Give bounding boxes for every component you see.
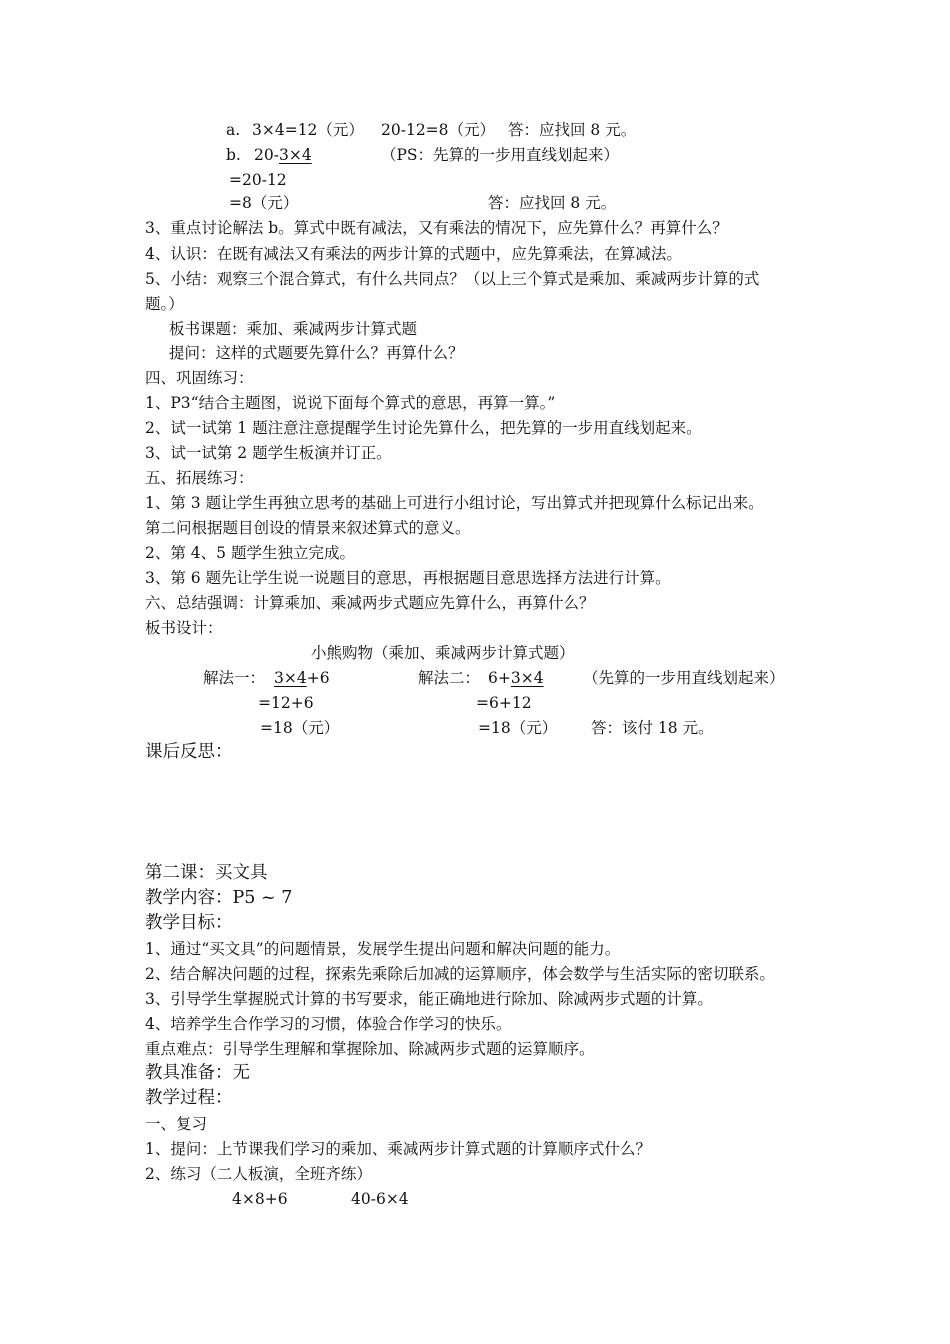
section-6-heading: 六、总结强调：计算乘加、乘减两步式题应先算什么，再算什么？ — [145, 594, 595, 612]
board-method-2-step2: =18（元） — [478, 719, 558, 737]
lesson-2-review-1: 1、提问：上节课我们学习的乘加、乘减两步计算式题的计算顺序式什么？ — [145, 1140, 651, 1158]
board-method-2-expression — [488, 668, 544, 688]
line-3: 3、重点讨论解法 b。算式中既有减法，又有乘法的情况下，应先算什么？再算什么？ — [145, 219, 728, 237]
method-a-calc1: 3×4=12（元） — [252, 121, 364, 139]
lesson-2-process-heading: 教学过程： — [145, 1088, 233, 1108]
method-b-step2: =8（元） — [229, 194, 299, 212]
board-method-2-step1: =6+12 — [476, 694, 532, 712]
board-design-heading: 板书设计： — [145, 619, 223, 637]
section-5-item-1a: 1、第 3 题让学生再独立思考的基础上可进行小组讨论，写出算式并把现算什么标记出来。 — [145, 494, 764, 512]
line-4: 4、认识：在既有减法又有乘法的两步计算的式题中，应先算乘法，在算减法。 — [145, 245, 682, 263]
board-answer: 答：该付 18 元。 — [591, 719, 714, 737]
method-a-calc2: 20-12=8（元） — [381, 121, 496, 139]
lesson-2-goal-1: 1、通过“买文具”的问题情景，发展学生提出问题和解决问题的能力。 — [145, 940, 621, 958]
board-method-1-expression — [274, 668, 330, 688]
line-5b: 题。） — [145, 295, 184, 313]
method-a-answer: 答：应找回 8 元。 — [508, 121, 637, 139]
lesson-2-key-points: 重点难点：引导学生理解和掌握除加、除减两步式题的运算顺序。 — [145, 1040, 595, 1058]
method-b-expression — [254, 145, 312, 165]
board-method-2-note: （先算的一步用直线划起来） — [583, 669, 785, 687]
lesson-2-review-2: 2、练习（二人板演，全班齐练） — [145, 1165, 372, 1183]
board-method-2-underlined: 3×4 — [510, 669, 544, 687]
method-a-label: a. — [226, 121, 241, 139]
lesson-2-goal-3: 3、引导学生掌握脱式计算的书写要求，能正确地进行除加、除减两步式题的计算。 — [145, 990, 713, 1008]
section-4-heading: 四、巩固练习： — [145, 369, 254, 387]
lesson-2-goal-4: 4、培养学生合作学习的习惯，体验合作学习的快乐。 — [145, 1015, 512, 1033]
method-b-step1: =20-12 — [229, 171, 287, 189]
board-title-line: 板书课题：乘加、乘减两步计算式题 — [169, 320, 418, 338]
section-5-item-2: 2、第 4、5 题学生独立完成。 — [145, 544, 355, 562]
section-5-item-1b: 第二问根据题目创设的情景来叙述算式的意义。 — [145, 519, 471, 537]
method-b-label: b. — [226, 146, 241, 164]
method-b-answer: 答：应找回 8 元。 — [488, 194, 617, 212]
question-line: 提问：这样的式题要先算什么？再算什么？ — [169, 344, 464, 362]
reflection-heading: 课后反思： — [145, 742, 233, 762]
board-method-1-step2: =18（元） — [260, 719, 340, 737]
section-4-item-3: 3、试一试第 2 题学生板演并订正。 — [145, 444, 392, 462]
lesson-2-content: 教学内容：P5 ~ 7 — [145, 888, 293, 908]
board-method-1-label: 解法一： — [203, 669, 266, 687]
lesson-2-review-heading: 一、复习 — [145, 1115, 208, 1133]
board-method-1-step1: =12+6 — [258, 694, 314, 712]
board-method-1-rest: +6 — [306, 669, 330, 687]
section-4-item-2: 2、试一试第 1 题注意注意提醒学生讨论先算什么，把先算的一步用直线划起来。 — [145, 419, 702, 437]
method-b-note: （PS：先算的一步用直线划起来） — [381, 146, 620, 164]
section-4-item-1: 1、P3“结合主题图，说说下面每个算式的意思，再算一算。” — [145, 394, 556, 412]
board-method-2-first: 6+ — [488, 669, 511, 687]
method-b-underlined: 3×4 — [278, 146, 312, 164]
section-5-item-3: 3、第 6 题先让学生说一说题目的意思，再根据题目意思选择方法进行计算。 — [145, 569, 671, 587]
board-method-2-label: 解法二： — [418, 669, 481, 687]
lesson-2-goal-2: 2、结合解决问题的过程，探索先乘除后加减的运算顺序，体会数学与生活实际的密切联系。 — [145, 965, 775, 983]
lesson-2-exercise-1: 4×8+6 — [232, 1190, 288, 1208]
lesson-2-exercise-2: 40-6×4 — [351, 1190, 409, 1208]
method-b-first: 20- — [254, 146, 279, 164]
lesson-2-tools: 教具准备：无 — [145, 1063, 250, 1083]
board-method-1-underlined: 3×4 — [274, 669, 307, 687]
line-5a: 5、小结：观察三个混合算式，有什么共同点？（以上三个算式是乘加、乘减两步计算的式 — [145, 270, 760, 288]
board-title: 小熊购物（乘加、乘减两步计算式题） — [311, 644, 575, 662]
lesson-2-goals-heading: 教学目标： — [145, 913, 233, 933]
section-5-heading: 五、拓展练习： — [145, 469, 254, 487]
lesson-2-title: 第二课：买文具 — [145, 863, 268, 883]
